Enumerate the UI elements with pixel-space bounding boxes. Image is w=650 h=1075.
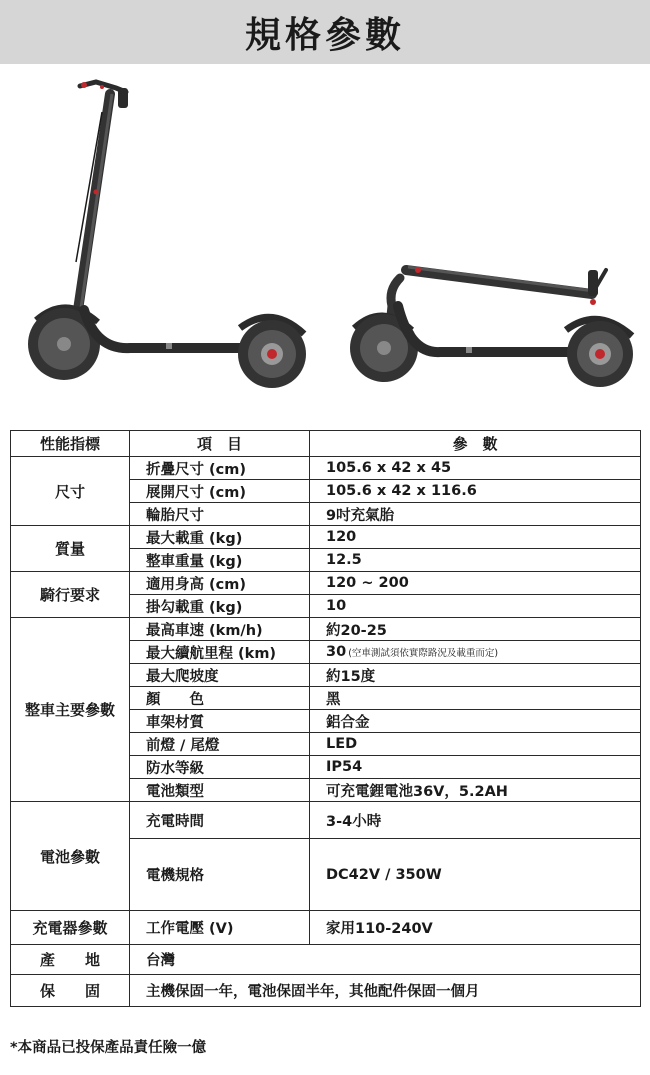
category-origin: 產 地: [11, 945, 130, 975]
warranty-value: 主機保固一年，電池保固半年，其他配件保固一個月: [130, 975, 641, 1007]
item-value: 家用110-240V: [310, 911, 641, 945]
item-value: 鋁合金: [310, 710, 641, 733]
item-value: 30: [326, 644, 347, 660]
category-weight: 質量: [11, 526, 130, 572]
scooter-unfolded-image: [18, 72, 318, 392]
item-label: 最大載重 (kg): [130, 526, 310, 549]
table-row: [11, 572, 641, 595]
table-row: [11, 975, 641, 1007]
item-value: 黑: [310, 687, 641, 710]
category-battery: 電池參數: [11, 802, 130, 911]
item-value: IP54: [310, 756, 641, 779]
item-label: 最大爬坡度: [130, 664, 310, 687]
footnote: *本商品已投保產品責任險一億: [10, 1040, 207, 1056]
item-label: 工作電壓 (V): [130, 911, 310, 945]
item-value: 約20-25: [310, 618, 641, 641]
header-category: 性能指標: [11, 431, 130, 457]
category-charger: 充電器參數: [11, 911, 130, 945]
table-row: [11, 526, 641, 549]
origin-value: 台灣: [130, 945, 641, 975]
item-value: 3-4小時: [310, 802, 641, 839]
table-row: [11, 457, 641, 480]
item-label: 充電時間: [130, 802, 310, 839]
header-value: 參 數: [310, 431, 641, 457]
item-label: 掛勾載重 (kg): [130, 595, 310, 618]
range-note: (空車測試須依實際路況及載重而定): [348, 648, 499, 659]
item-value: 105.6 x 42 x 45: [310, 457, 641, 480]
category-main-params: 整車主要參數: [11, 618, 130, 802]
item-value: 10: [310, 595, 641, 618]
table-header-row: [11, 431, 641, 457]
item-label: 折疊尺寸 (cm): [130, 457, 310, 480]
item-label: 整車重量 (kg): [130, 549, 310, 572]
item-label: 適用身高 (cm): [130, 572, 310, 595]
scooter-folded-image: [348, 250, 640, 392]
page-title: 規格參數: [244, 14, 405, 56]
item-label: 電池類型: [130, 779, 310, 802]
item-value: 12.5: [310, 549, 641, 572]
item-value: 120: [310, 526, 641, 549]
table-row: [11, 802, 641, 839]
item-label: 前燈 / 尾燈: [130, 733, 310, 756]
item-value: 105.6 x 42 x 116.6: [310, 480, 641, 503]
spec-table: [10, 430, 641, 1007]
item-value: 約15度: [310, 664, 641, 687]
title-bar: [0, 0, 650, 64]
category-dimensions: 尺寸: [11, 457, 130, 526]
category-warranty: 保 固: [11, 975, 130, 1007]
item-value-with-note: [310, 641, 641, 664]
item-label: 輪胎尺寸: [130, 503, 310, 526]
category-riding: 騎行要求: [11, 572, 130, 618]
item-label: 最大續航里程 (km): [130, 641, 310, 664]
item-label: 車架材質: [130, 710, 310, 733]
item-value: 120 ~ 200: [310, 572, 641, 595]
item-value: DC42V / 350W: [310, 839, 641, 911]
item-value: LED: [310, 733, 641, 756]
item-label: 顏 色: [130, 687, 310, 710]
table-row: [11, 911, 641, 945]
header-item: 項 目: [130, 431, 310, 457]
item-label: 最高車速 (km/h): [130, 618, 310, 641]
item-label: 展開尺寸 (cm): [130, 480, 310, 503]
item-value: 可充電鋰電池36V，5.2AH: [310, 779, 641, 802]
item-label: 防水等級: [130, 756, 310, 779]
table-row: [11, 945, 641, 975]
table-row: [11, 618, 641, 641]
item-value: 9吋充氣胎: [310, 503, 641, 526]
item-label: 電機規格: [130, 839, 310, 911]
